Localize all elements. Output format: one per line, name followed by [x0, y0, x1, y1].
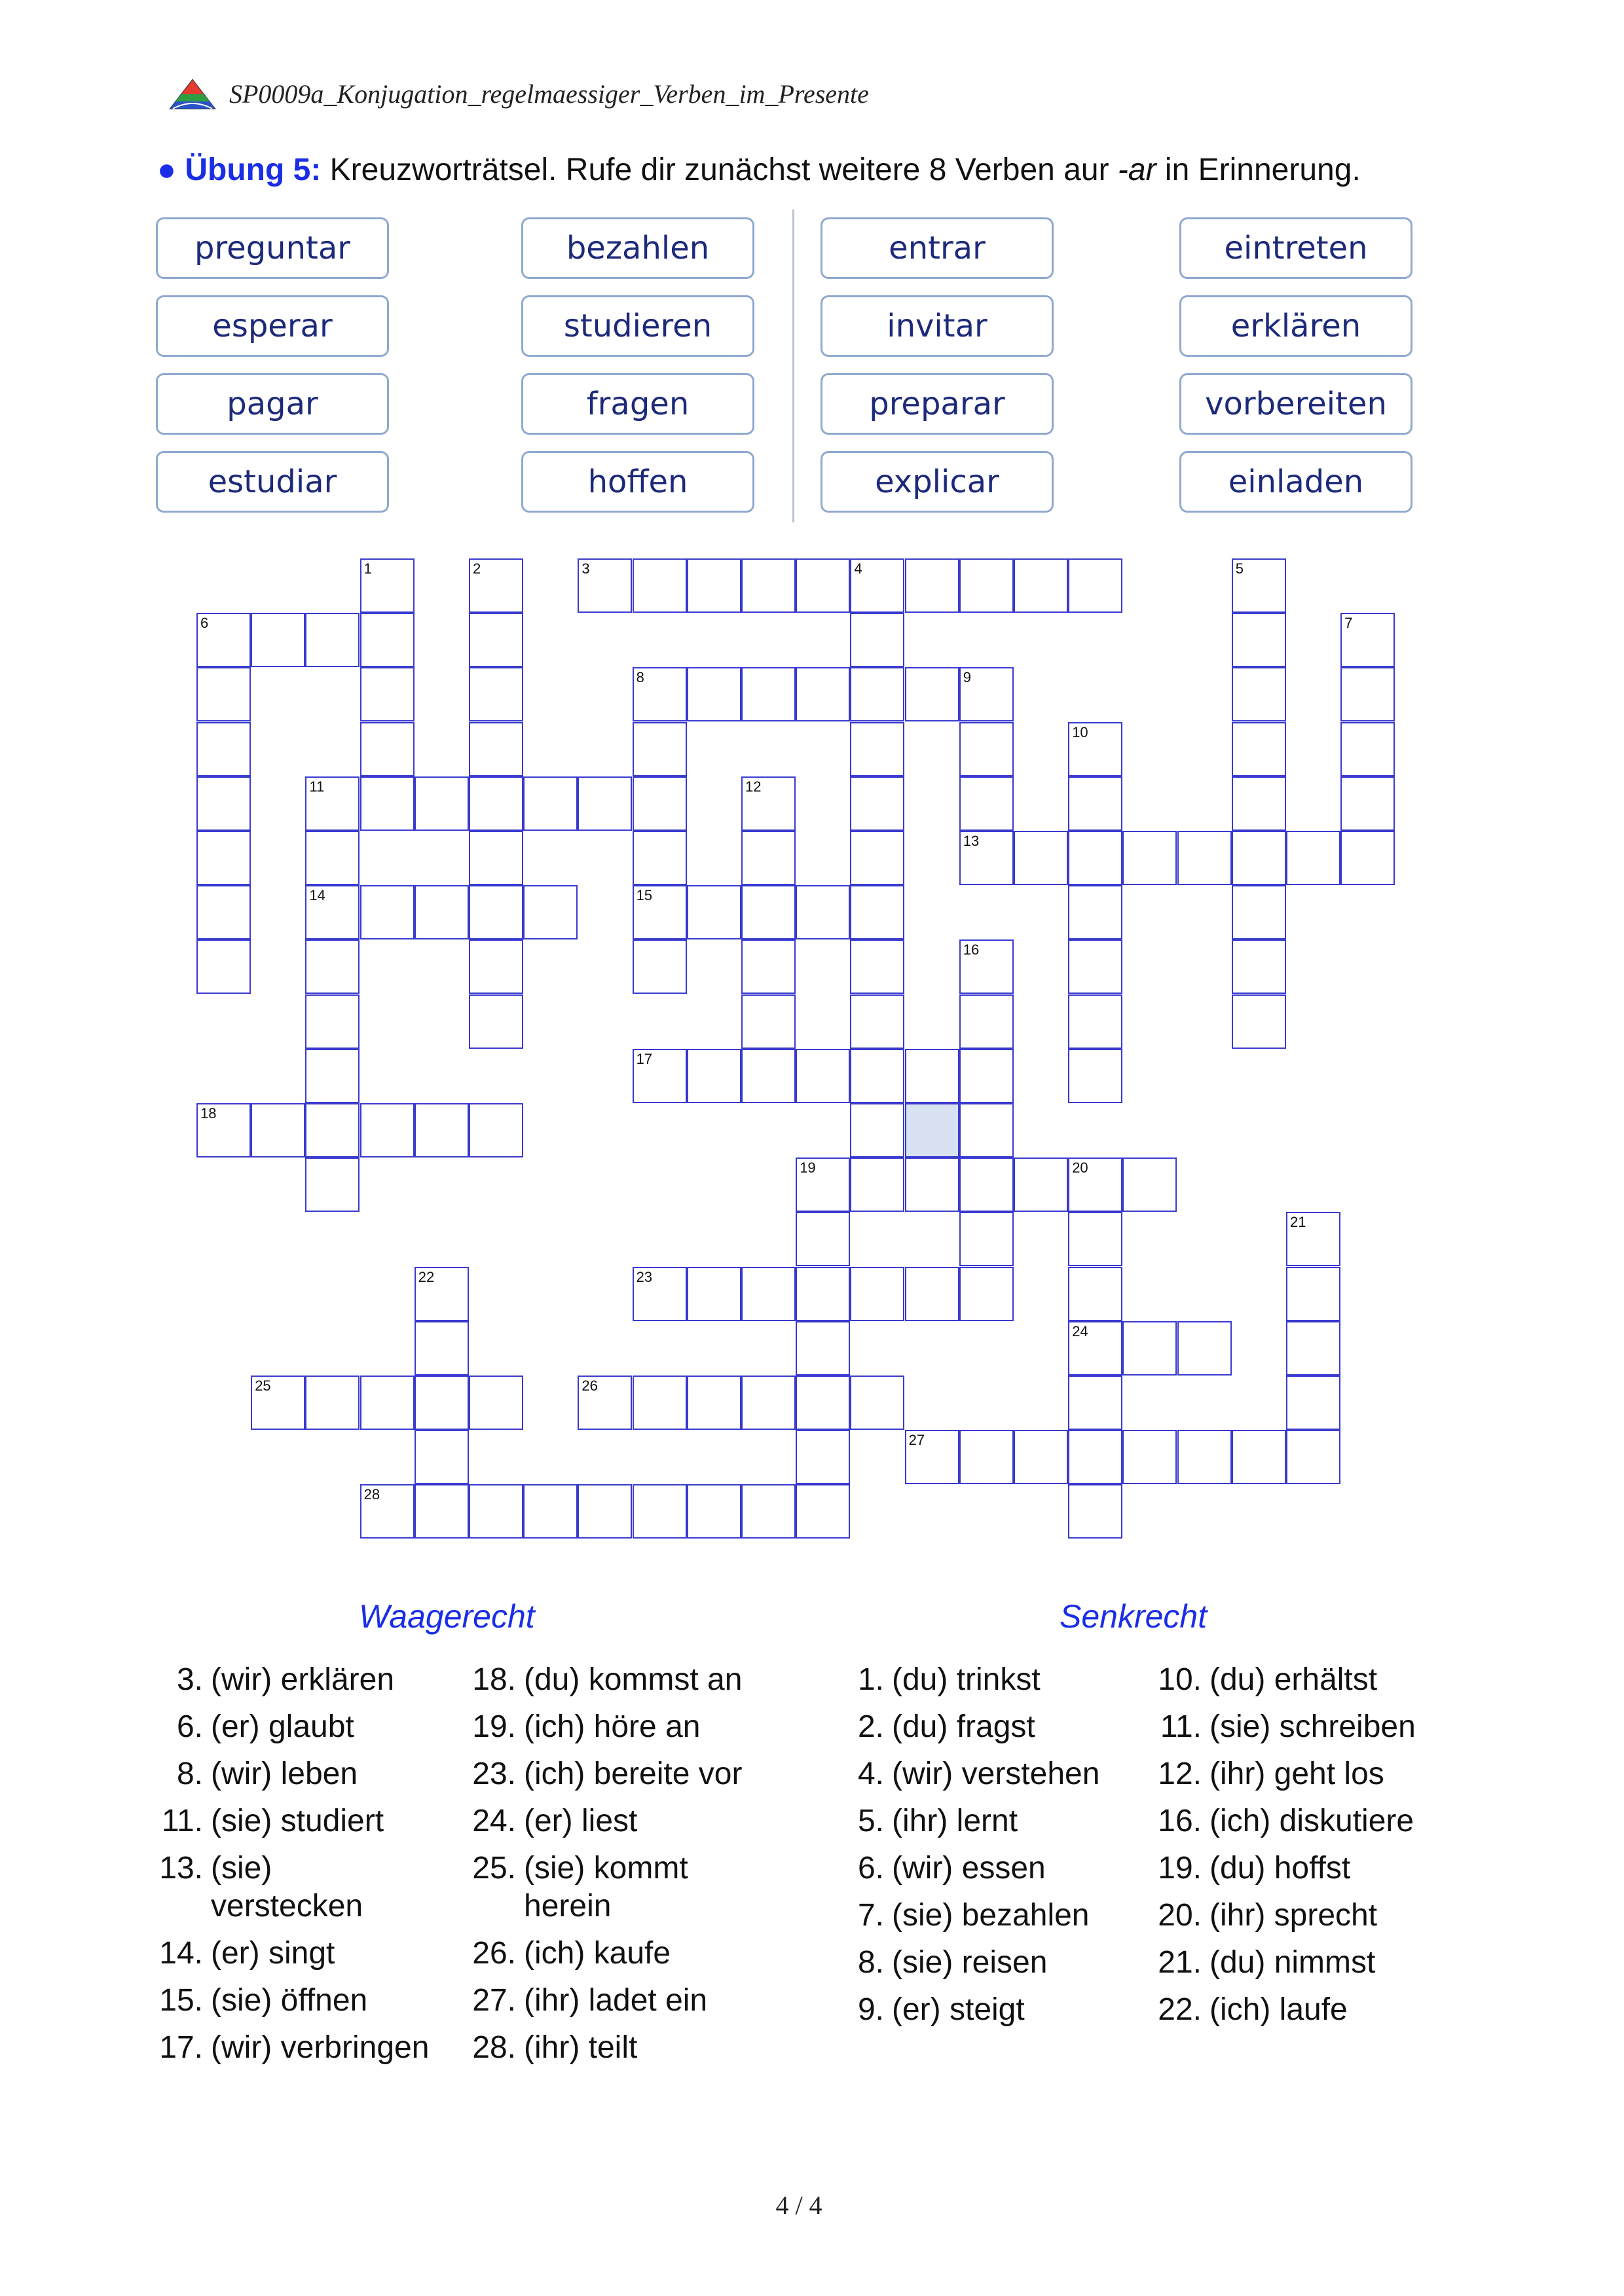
- crossword-cell[interactable]: [905, 1267, 959, 1321]
- crossword-cell[interactable]: [850, 1157, 904, 1212]
- crossword-cell[interactable]: [741, 994, 796, 1049]
- crossword-cell[interactable]: [415, 1267, 469, 1321]
- crossword-cell[interactable]: [578, 1376, 632, 1430]
- crossword-cell[interactable]: [959, 1212, 1014, 1266]
- crossword-cell[interactable]: [1340, 831, 1395, 885]
- cell-number: 14: [309, 887, 325, 904]
- crossword-cell[interactable]: [850, 722, 904, 776]
- down-heading: Senkrecht: [1060, 1598, 1208, 1635]
- cell-number: 1: [363, 560, 372, 577]
- cell-number: 19: [800, 1159, 816, 1176]
- word-box: preguntar: [156, 217, 389, 279]
- cell-number: 2: [473, 560, 481, 577]
- word-box: eintreten: [1179, 217, 1412, 279]
- crossword-cell[interactable]: [469, 722, 523, 776]
- crossword-cell[interactable]: [633, 939, 687, 994]
- clue-item: 4. (wir) verstehen: [857, 1757, 1100, 1791]
- crossword-cell[interactable]: [1286, 1212, 1340, 1266]
- crossword-cell[interactable]: [196, 722, 251, 776]
- clue-item: 3. (wir) erklären: [176, 1662, 395, 1697]
- crossword-cell[interactable]: [469, 831, 523, 885]
- crossword-cell[interactable]: [741, 1376, 796, 1430]
- crossword-cell[interactable]: [959, 939, 1014, 994]
- cell-number: 7: [1344, 615, 1353, 632]
- clue-item: 17. (wir) verbringen: [159, 2030, 430, 2065]
- crossword-cell[interactable]: [687, 1376, 741, 1430]
- crossword-cell[interactable]: [251, 1376, 305, 1430]
- crossword-cell[interactable]: [633, 1484, 687, 1539]
- crossword-cell[interactable]: [959, 722, 1014, 776]
- document-title: SP0009a_Konjugation_regelmaessiger_Verben_im_Presente: [229, 79, 869, 109]
- crossword-cell[interactable]: [578, 558, 632, 613]
- clue-item: 11. (sie) schreiben: [1160, 1709, 1416, 1744]
- clue-item: 16. (ich) diskutiere: [1158, 1804, 1414, 1838]
- exercise-label: Übung 5:: [185, 153, 322, 187]
- crossword-cell[interactable]: [1232, 776, 1286, 831]
- crossword-cell[interactable]: [305, 613, 360, 667]
- crossword-cell[interactable]: [196, 885, 251, 939]
- cell-number: 5: [1235, 560, 1244, 577]
- clue-item: 9. (er) steigt: [857, 1992, 1025, 2027]
- clue-item: 2. (du) fragst: [857, 1709, 1035, 1744]
- crossword-cell[interactable]: [850, 613, 904, 667]
- clue-item: 10. (du) erhältst: [1158, 1662, 1378, 1697]
- clue-item: 15. (sie) öffnen: [159, 1983, 368, 2018]
- crossword-cell[interactable]: [796, 1049, 850, 1103]
- crossword-cell[interactable]: [305, 776, 360, 831]
- clue-item: 1. (du) trinkst: [857, 1662, 1041, 1697]
- crossword-cell[interactable]: [741, 776, 796, 831]
- crossword-cell[interactable]: [360, 667, 415, 721]
- crossword-cell[interactable]: [469, 994, 523, 1049]
- cell-number: 27: [908, 1432, 925, 1449]
- crossword-cell[interactable]: [1122, 1430, 1177, 1484]
- crossword-cell[interactable]: [305, 939, 360, 994]
- crossword-cell[interactable]: [1068, 776, 1122, 831]
- crossword-cell[interactable]: [196, 939, 251, 994]
- crossword-cell[interactable]: [1068, 1430, 1122, 1484]
- crossword-cell[interactable]: [741, 1484, 796, 1539]
- clue-item: 5. (ihr) lernt: [857, 1804, 1018, 1838]
- word-box: explicar: [821, 451, 1054, 513]
- cell-number: 18: [200, 1105, 217, 1121]
- crossword-cell[interactable]: [1068, 558, 1122, 613]
- crossword-cell[interactable]: [1340, 667, 1395, 721]
- word-box: estudiar: [156, 451, 389, 513]
- crossword-cell[interactable]: [959, 994, 1014, 1049]
- crossword-cell[interactable]: [633, 722, 687, 776]
- crossword-cell[interactable]: [578, 1484, 632, 1539]
- instruction-text: Kreuzworträtsel. Rufe dir zunächst weitere 8 Verben aur: [329, 153, 1118, 187]
- crossword-cell[interactable]: [415, 1321, 469, 1376]
- crossword-cell[interactable]: [1232, 994, 1286, 1049]
- crossword-cell[interactable]: [850, 1376, 904, 1430]
- across-heading: Waagerecht: [359, 1598, 535, 1635]
- down-clues-col2: [1149, 1656, 1464, 2033]
- crossword-cell[interactable]: [469, 1484, 523, 1539]
- crossword-cell[interactable]: [1340, 613, 1395, 667]
- crossword-cell[interactable]: [1286, 1376, 1340, 1430]
- cell-number: 15: [636, 887, 653, 904]
- clue-item: 27. (ihr) ladet ein: [472, 1983, 708, 2018]
- crossword-cell[interactable]: [1232, 722, 1286, 776]
- crossword-cell[interactable]: [469, 939, 523, 994]
- crossword-cell[interactable]: [360, 1484, 415, 1539]
- crossword-cell[interactable]: [1068, 722, 1122, 776]
- word-box: fragen: [521, 373, 754, 435]
- crossword-cell[interactable]: [196, 776, 251, 831]
- clue-item: 8. (sie) reisen: [857, 1945, 1048, 1980]
- word-box: pagar: [156, 373, 389, 435]
- crossword-cell[interactable]: [415, 776, 469, 831]
- cell-number: 26: [581, 1377, 598, 1394]
- crossword-cell[interactable]: [796, 1267, 850, 1321]
- crossword-cell[interactable]: [1014, 558, 1068, 613]
- crossword-cell[interactable]: [523, 1484, 578, 1539]
- crossword-cell[interactable]: [469, 1376, 523, 1430]
- crossword-cell[interactable]: [1068, 994, 1122, 1049]
- crossword-cell[interactable]: [905, 1157, 959, 1212]
- crossword-cell[interactable]: [959, 831, 1014, 885]
- cell-number: 16: [963, 941, 980, 958]
- crossword-cell[interactable]: [633, 1267, 687, 1321]
- clue-item: 22. (ich) laufe: [1158, 1992, 1348, 2027]
- crossword-cell[interactable]: [305, 885, 360, 939]
- crossword-cell[interactable]: [1286, 1321, 1340, 1376]
- crossword-cell[interactable]: [905, 1430, 959, 1484]
- crossword-cell[interactable]: [360, 613, 415, 667]
- cell-number: 8: [636, 669, 644, 686]
- clue-item: 8. (wir) leben: [176, 1757, 358, 1791]
- crossword-cell[interactable]: [741, 885, 796, 939]
- crossword-cell[interactable]: [1232, 885, 1286, 939]
- instruction-text-end: in Erinnerung.: [1156, 153, 1361, 187]
- crossword-cell[interactable]: [1068, 1049, 1122, 1103]
- crossword-cell[interactable]: [415, 1484, 469, 1539]
- crossword-cell[interactable]: [305, 1103, 360, 1157]
- crossword-cell[interactable]: [959, 667, 1014, 721]
- clue-item: 6. (er) glaubt: [176, 1709, 354, 1744]
- word-box: hoffen: [521, 451, 754, 513]
- cell-number: 12: [745, 778, 762, 795]
- crossword-cell[interactable]: [850, 558, 904, 613]
- crossword-cell[interactable]: [796, 1430, 850, 1484]
- clue-item: 11. (sie) studiert: [161, 1804, 384, 1838]
- crossword-cell[interactable]: [1232, 831, 1286, 885]
- crossword-cell[interactable]: [741, 831, 796, 885]
- crossword-cell[interactable]: [687, 885, 741, 939]
- cell-number: 23: [636, 1268, 653, 1285]
- crossword-cell[interactable]: [305, 994, 360, 1049]
- crossword-cell[interactable]: [1232, 939, 1286, 994]
- clue-item: 7. (sie) bezahlen: [857, 1898, 1090, 1933]
- crossword-cell[interactable]: [415, 1430, 469, 1484]
- clue-item: 19. (ich) höre an: [472, 1709, 701, 1744]
- word-box: einladen: [1179, 451, 1412, 513]
- cell-number: 6: [200, 615, 209, 632]
- crossword-cell[interactable]: [1340, 776, 1395, 831]
- crossword-cell[interactable]: [850, 667, 904, 721]
- cell-number: 25: [255, 1377, 271, 1394]
- clue-item: 28. (ihr) teilt: [472, 2030, 638, 2065]
- crossword-cell[interactable]: [959, 776, 1014, 831]
- clue-item: 18. (du) kommst an: [472, 1662, 743, 1697]
- crossword-cell[interactable]: [850, 1103, 904, 1157]
- crossword-cell[interactable]: [1286, 831, 1340, 885]
- crossword-cell[interactable]: [905, 558, 959, 613]
- crossword-cell[interactable]: [633, 558, 687, 613]
- cell-number: 21: [1290, 1214, 1306, 1231]
- instruction-italic: -ar: [1117, 153, 1156, 187]
- crossword-cell[interactable]: [1014, 831, 1068, 885]
- cell-number: 17: [636, 1050, 653, 1067]
- crossword-cell[interactable]: [1068, 939, 1122, 994]
- crossword-cell[interactable]: [1068, 885, 1122, 939]
- crossword-cell[interactable]: [796, 885, 850, 939]
- crossword-cell[interactable]: [360, 1376, 415, 1430]
- crossword-cell[interactable]: [1177, 1321, 1232, 1376]
- crossword-cell[interactable]: [1068, 1376, 1122, 1430]
- down-clues-col1: [851, 1656, 1126, 2033]
- cell-number: 9: [963, 669, 972, 686]
- crossword-cell[interactable]: [850, 994, 904, 1049]
- crossword-cell[interactable]: [687, 1484, 741, 1539]
- crossword-cell[interactable]: [1068, 831, 1122, 885]
- word-box: entrar: [821, 217, 1054, 279]
- crossword-cell[interactable]: [305, 1049, 360, 1103]
- clue-item: 6. (wir) essen: [857, 1851, 1046, 1886]
- bullet-icon: ●: [157, 153, 176, 187]
- crossword-cell[interactable]: [850, 1049, 904, 1103]
- crossword-cell[interactable]: [1177, 1430, 1232, 1484]
- cell-number: 22: [418, 1268, 435, 1285]
- crossword-cell[interactable]: [796, 1484, 850, 1539]
- crossword-cell[interactable]: [196, 831, 251, 885]
- crossword-cell[interactable]: [1122, 831, 1177, 885]
- crossword-cell[interactable]: [959, 1049, 1014, 1103]
- crossword-cell[interactable]: [196, 1103, 251, 1157]
- clue-item: 24. (er) liest: [472, 1804, 638, 1838]
- crossword-cell[interactable]: [741, 558, 796, 613]
- cell-number: 3: [581, 560, 590, 577]
- crossword-cell[interactable]: [469, 776, 523, 831]
- cell-number: 13: [963, 833, 980, 849]
- crossword-cell[interactable]: [687, 667, 741, 721]
- clue-item: 14. (er) singt: [159, 1936, 335, 1971]
- crossword-cell[interactable]: [1068, 1484, 1122, 1539]
- crossword-cell[interactable]: [796, 1321, 850, 1376]
- crossword-cell[interactable]: [415, 885, 469, 939]
- crossword-cell[interactable]: [633, 667, 687, 721]
- word-box: preparar: [821, 373, 1054, 435]
- crossword-cell[interactable]: [415, 1376, 469, 1430]
- crossword-cell[interactable]: [1177, 831, 1232, 885]
- cell-number: 24: [1072, 1322, 1088, 1339]
- crossword-cell[interactable]: [959, 558, 1014, 613]
- clue-item: 12. (ihr) geht los: [1158, 1757, 1384, 1791]
- word-box: studieren: [521, 295, 754, 357]
- word-box: erklären: [1179, 295, 1412, 357]
- cell-number: 11: [309, 778, 325, 795]
- crossword-cell[interactable]: [360, 722, 415, 776]
- crossword-cell[interactable]: [305, 831, 360, 885]
- crossword-cell[interactable]: [360, 776, 415, 831]
- crossword-cell[interactable]: [741, 1267, 796, 1321]
- word-box: bezahlen: [521, 217, 754, 279]
- crossword-cell[interactable]: [959, 1267, 1014, 1321]
- across-clues-col2: [464, 1656, 778, 2071]
- crossword-cell[interactable]: [687, 1049, 741, 1103]
- crossword-cell[interactable]: [850, 831, 904, 885]
- crossword-cell[interactable]: [959, 1103, 1014, 1157]
- crossword-cell[interactable]: [1068, 1212, 1122, 1266]
- clue-item: 13. (sie) verstecken: [159, 1851, 363, 1923]
- crossword-cell[interactable]: [850, 1267, 904, 1321]
- crossword-cell[interactable]: [687, 558, 741, 613]
- crossword-cell[interactable]: [850, 776, 904, 831]
- crossword-cell[interactable]: [578, 776, 632, 831]
- cell-number: 4: [854, 560, 862, 577]
- crossword-cell[interactable]: [741, 1049, 796, 1103]
- crossword-cell[interactable]: [633, 831, 687, 885]
- cell-number: 10: [1072, 723, 1088, 740]
- clue-item: 20. (ihr) sprecht: [1158, 1898, 1378, 1933]
- crossword-cell[interactable]: [687, 1267, 741, 1321]
- crossword-cell[interactable]: [741, 667, 796, 721]
- crossword-cell[interactable]: [360, 1103, 415, 1157]
- crossword-cell[interactable]: [1232, 558, 1286, 613]
- clue-item: 19. (du) hoffst: [1158, 1851, 1351, 1886]
- crossword-cell[interactable]: [905, 667, 959, 721]
- crossword-cell[interactable]: [1286, 1267, 1340, 1321]
- clue-item: 23. (ich) bereite vor: [472, 1757, 743, 1791]
- crossword-cell[interactable]: [905, 1049, 959, 1103]
- crossword-cell[interactable]: [796, 667, 850, 721]
- crossword-cell[interactable]: [1014, 1157, 1068, 1212]
- crossword-cell[interactable]: [633, 776, 687, 831]
- clue-item: 21. (du) nimmst: [1158, 1945, 1376, 1980]
- crossword-cell[interactable]: [796, 1157, 850, 1212]
- crossword-cell[interactable]: [305, 1376, 360, 1430]
- crossword-cell[interactable]: [415, 1103, 469, 1157]
- word-box: esperar: [156, 295, 389, 357]
- crossword-cell[interactable]: [469, 558, 523, 613]
- crossword-cell[interactable]: [305, 1157, 360, 1212]
- crossword-cell[interactable]: [1340, 722, 1395, 776]
- word-box: invitar: [821, 295, 1054, 357]
- crossword-cell[interactable]: [850, 939, 904, 994]
- crossword-cell[interactable]: [796, 1212, 850, 1266]
- crossword-cell[interactable]: [1068, 1267, 1122, 1321]
- crossword-cell[interactable]: [1232, 1430, 1286, 1484]
- crossword-cell[interactable]: [1122, 1321, 1177, 1376]
- crossword-cell[interactable]: [959, 1157, 1014, 1212]
- page-number: 4 / 4: [775, 2191, 822, 2220]
- cell-number: 28: [363, 1486, 380, 1503]
- crossword-cell[interactable]: [251, 613, 305, 667]
- crossword-cell[interactable]: [1232, 613, 1286, 667]
- crossword-cell[interactable]: [1122, 1157, 1177, 1212]
- crossword-cell[interactable]: [1286, 1430, 1340, 1484]
- crossword-cell[interactable]: [360, 885, 415, 939]
- crossword-cell[interactable]: [469, 1103, 523, 1157]
- crossword-cell[interactable]: [796, 1376, 850, 1430]
- crossword-cell[interactable]: [523, 776, 578, 831]
- crossword-cell[interactable]: [469, 667, 523, 721]
- crossword-cell[interactable]: [1014, 1430, 1068, 1484]
- clue-item: 26. (ich) kaufe: [472, 1936, 671, 1971]
- crossword-cell[interactable]: [633, 1049, 687, 1103]
- crossword-cell[interactable]: [905, 1103, 959, 1157]
- word-box: vorbereiten: [1179, 373, 1412, 435]
- crossword-cell[interactable]: [469, 613, 523, 667]
- crossword-cell[interactable]: [469, 885, 523, 939]
- crossword-cell[interactable]: [196, 613, 251, 667]
- crossword-cell[interactable]: [360, 558, 415, 613]
- crossword-cell[interactable]: [1232, 667, 1286, 721]
- cell-number: 20: [1072, 1159, 1088, 1176]
- crossword-cell[interactable]: [850, 885, 904, 939]
- crossword-cell[interactable]: [1068, 1157, 1122, 1212]
- crossword-cell[interactable]: [796, 558, 850, 613]
- crossword-cell[interactable]: [251, 1103, 305, 1157]
- crossword-cell[interactable]: [959, 1430, 1014, 1484]
- crossword-cell[interactable]: [633, 885, 687, 939]
- crossword-cell[interactable]: [196, 667, 251, 721]
- crossword-cell[interactable]: [523, 885, 578, 939]
- across-clues-col1: [151, 1656, 439, 2071]
- clue-item: 25. (sie) kommt herein: [472, 1851, 688, 1923]
- crossword-cell[interactable]: [741, 939, 796, 994]
- crossword-cell[interactable]: [633, 1376, 687, 1430]
- crossword-cell[interactable]: [1068, 1321, 1122, 1376]
